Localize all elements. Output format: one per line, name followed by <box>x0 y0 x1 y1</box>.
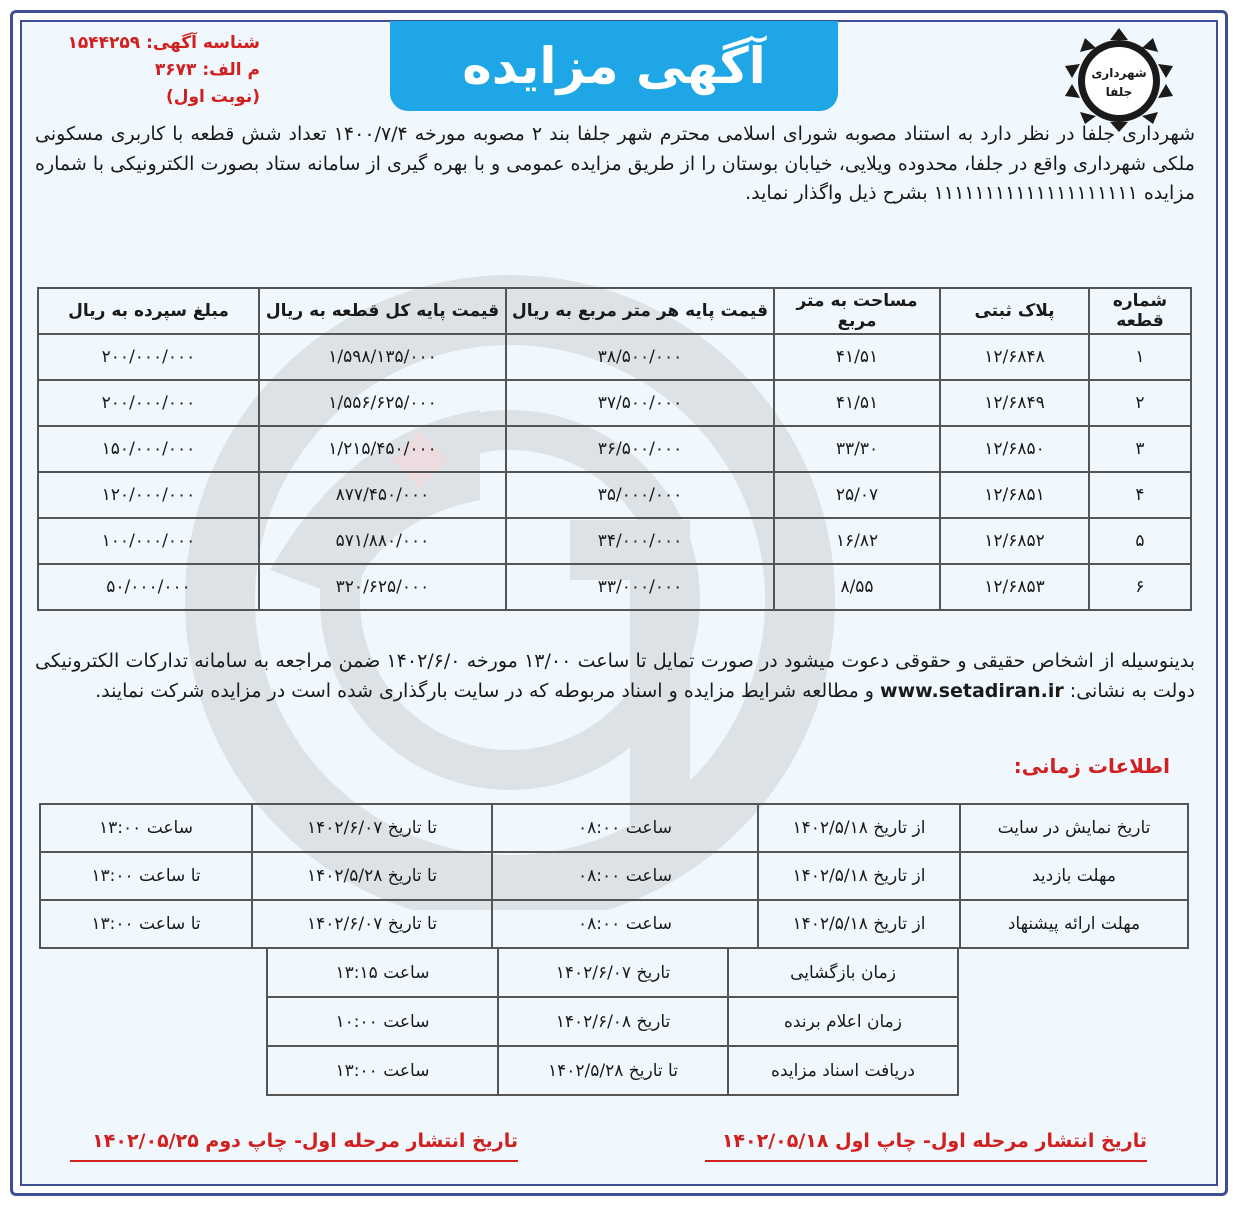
cell-total-price: ۱/۵۵۶/۶۲۵/۰۰۰ <box>259 380 506 426</box>
timing-to-date: تا تاریخ ۱۴۰۲/۶/۰۷ <box>252 804 492 852</box>
timing-to-time: تا ساعت ۱۳:۰۰ <box>40 900 252 948</box>
cell-plate: ۱۲/۶۸۵۳ <box>940 564 1089 610</box>
cell-deposit: ۵۰/۰۰۰/۰۰۰ <box>38 564 259 610</box>
cell-deposit: ۲۰۰/۰۰۰/۰۰۰ <box>38 334 259 380</box>
invite-paragraph <box>35 647 1195 706</box>
logo-bottom-text: جلفا <box>1105 85 1133 99</box>
table-row <box>38 472 1191 518</box>
footer-second-print: تاریخ انتشار مرحله اول- چاپ دوم ۱۴۰۲/۰۵/۲۵ <box>92 1130 518 1152</box>
table-row <box>267 997 958 1046</box>
invite-text-before: بدینوسیله از اشخاص حقیقی و حقوقی دعوت میشود در صورت تمایل تا ساعت ۱۳/۰۰ مورخه ۱۴۰۲/۶/۰ ضمن مراجعه به سامانه تدارکات الکترونیکی دولت به نشانی: <box>35 650 1195 702</box>
header-lot-number: شماره قطعه <box>1089 288 1191 334</box>
event-date: تاریخ ۱۴۰۲/۶/۰۸ <box>498 997 728 1046</box>
cell-plate: ۱۲/۶۸۵۱ <box>940 472 1089 518</box>
timing-from-date: از تاریخ ۱۴۰۲/۵/۱۸ <box>758 804 960 852</box>
header-price-per-m2: قیمت پایه هر متر مربع به ریال <box>506 288 774 334</box>
timing-from-date: از تاریخ ۱۴۰۲/۵/۱۸ <box>758 900 960 948</box>
cell-area: ۳۳/۳۰ <box>774 426 940 472</box>
timing-to-date: تا تاریخ ۱۴۰۲/۶/۰۷ <box>252 900 492 948</box>
timing-from-time: ساعت ۰۸:۰۰ <box>492 804 758 852</box>
cell-lot-number: ۵ <box>1089 518 1191 564</box>
timing-to-time: تا ساعت ۱۳:۰۰ <box>40 852 252 900</box>
cell-plate: ۱۲/۶۸۴۸ <box>940 334 1089 380</box>
event-label: دریافت اسناد مزایده <box>728 1046 958 1095</box>
cell-total-price: ۸۷۷/۴۵۰/۰۰۰ <box>259 472 506 518</box>
footer-first-underline <box>705 1160 1147 1162</box>
cell-area: ۸/۵۵ <box>774 564 940 610</box>
cell-plate: ۱۲/۶۸۵۲ <box>940 518 1089 564</box>
timing-from-date: از تاریخ ۱۴۰۲/۵/۱۸ <box>758 852 960 900</box>
cell-plate: ۱۲/۶۸۴۹ <box>940 380 1089 426</box>
cell-lot-number: ۶ <box>1089 564 1191 610</box>
cell-price-per-m2: ۳۴/۰۰۰/۰۰۰ <box>506 518 774 564</box>
cell-deposit: ۱۲۰/۰۰۰/۰۰۰ <box>38 472 259 518</box>
event-label: زمان بازگشایی <box>728 948 958 997</box>
table-row <box>38 334 1191 380</box>
cell-lot-number: ۴ <box>1089 472 1191 518</box>
event-date: تاریخ ۱۴۰۲/۶/۰۷ <box>498 948 728 997</box>
cell-plate: ۱۲/۶۸۵۰ <box>940 426 1089 472</box>
cell-area: ۲۵/۰۷ <box>774 472 940 518</box>
cell-deposit: ۱۵۰/۰۰۰/۰۰۰ <box>38 426 259 472</box>
table-row <box>40 900 1188 948</box>
table-row <box>38 564 1191 610</box>
events-table <box>266 947 959 1096</box>
cell-lot-number: ۱ <box>1089 334 1191 380</box>
header-area: مساحت به متر مربع <box>774 288 940 334</box>
timing-to-date: تا تاریخ ۱۴۰۲/۵/۲۸ <box>252 852 492 900</box>
table-row <box>38 380 1191 426</box>
cell-area: ۴۱/۵۱ <box>774 380 940 426</box>
municipality-logo-icon <box>1058 26 1180 134</box>
cell-total-price: ۳۲۰/۶۲۵/۰۰۰ <box>259 564 506 610</box>
title-banner <box>390 21 838 111</box>
cell-area: ۱۶/۸۲ <box>774 518 940 564</box>
timing-section-title: اطلاعات زمانی: <box>1013 754 1170 778</box>
cell-total-price: ۱/۵۹۸/۱۳۵/۰۰۰ <box>259 334 506 380</box>
event-time: ساعت ۱۰:۰۰ <box>267 997 498 1046</box>
cell-price-per-m2: ۳۷/۵۰۰/۰۰۰ <box>506 380 774 426</box>
ad-id-code: م الف: ۳۶۷۳ <box>154 60 260 80</box>
event-label: زمان اعلام برنده <box>728 997 958 1046</box>
timing-label: تاریخ نمایش در سایت <box>960 804 1188 852</box>
cell-area: ۴۱/۵۱ <box>774 334 940 380</box>
page-title: آگهی مزایده <box>462 37 766 95</box>
event-time: ساعت ۱۳:۰۰ <box>267 1046 498 1095</box>
footer-first-print: تاریخ انتشار مرحله اول- چاپ اول ۱۴۰۲/۰۵/۱۸ <box>721 1130 1147 1152</box>
cell-deposit: ۱۰۰/۰۰۰/۰۰۰ <box>38 518 259 564</box>
table-row <box>40 852 1188 900</box>
timing-to-time: ساعت ۱۳:۰۰ <box>40 804 252 852</box>
timing-label: مهلت ارائه پیشنهاد <box>960 900 1188 948</box>
cell-price-per-m2: ۳۸/۵۰۰/۰۰۰ <box>506 334 774 380</box>
timing-from-time: ساعت ۰۸:۰۰ <box>492 900 758 948</box>
event-time: ساعت ۱۳:۱۵ <box>267 948 498 997</box>
cell-price-per-m2: ۳۳/۰۰۰/۰۰۰ <box>506 564 774 610</box>
footer-second-underline <box>70 1160 518 1162</box>
table-row <box>40 804 1188 852</box>
lots-table <box>37 287 1192 611</box>
cell-price-per-m2: ۳۵/۰۰۰/۰۰۰ <box>506 472 774 518</box>
cell-lot-number: ۳ <box>1089 426 1191 472</box>
table-row <box>267 948 958 997</box>
event-date: تا تاریخ ۱۴۰۲/۵/۲۸ <box>498 1046 728 1095</box>
cell-lot-number: ۲ <box>1089 380 1191 426</box>
timing-table <box>39 803 1189 949</box>
setadiran-link[interactable]: www.setadiran.ir <box>880 679 1064 702</box>
table-row <box>38 518 1191 564</box>
header-registration-plate: پلاک ثبتی <box>940 288 1089 334</box>
cell-total-price: ۱/۲۱۵/۴۵۰/۰۰۰ <box>259 426 506 472</box>
cell-total-price: ۵۷۱/۸۸۰/۰۰۰ <box>259 518 506 564</box>
timing-from-time: ساعت ۰۸:۰۰ <box>492 852 758 900</box>
table-header-row <box>38 288 1191 334</box>
ad-id-number: شناسه آگهی: ۱۵۴۴۲۵۹ <box>67 33 260 53</box>
ad-round: (نوبت اول) <box>165 87 260 107</box>
table-row <box>267 1046 958 1095</box>
cell-price-per-m2: ۳۶/۵۰۰/۰۰۰ <box>506 426 774 472</box>
table-row <box>38 426 1191 472</box>
cell-deposit: ۲۰۰/۰۰۰/۰۰۰ <box>38 380 259 426</box>
logo-top-text: شهرداری <box>1091 66 1147 80</box>
invite-text-after: و مطالعه شرایط مزایده و اسناد مربوطه که در سایت بارگذاری شده است در مزایده شرکت نمایند. <box>95 679 874 702</box>
header-deposit: مبلغ سپرده به ریال <box>38 288 259 334</box>
header-total-price: قیمت پایه کل قطعه به ریال <box>259 288 506 334</box>
timing-label: مهلت بازدید <box>960 852 1188 900</box>
intro-paragraph: شهرداری جلفا در نظر دارد به استناد مصوبه شورای اسلامی محترم شهر جلفا بند ۲ مصوبه مورخه ۱۴۰۰/۷/۴ تعداد شش قطعه با کاربری مسکونی ملکی شهرداری واقع در جلفا، محدوده ویلایی، خیابان بوستان را از طریق مزایده عمومی و با بهره گیری از سامانه ستاد بصورت الکترونیکی با شماره مزایده ۱۱۱۱۱۱۱۱۱۱۱۱۱۱۱۱۱۱۱۱ بشرح ذیل واگذار نماید. <box>35 123 1196 204</box>
ad-id-block <box>30 30 260 111</box>
